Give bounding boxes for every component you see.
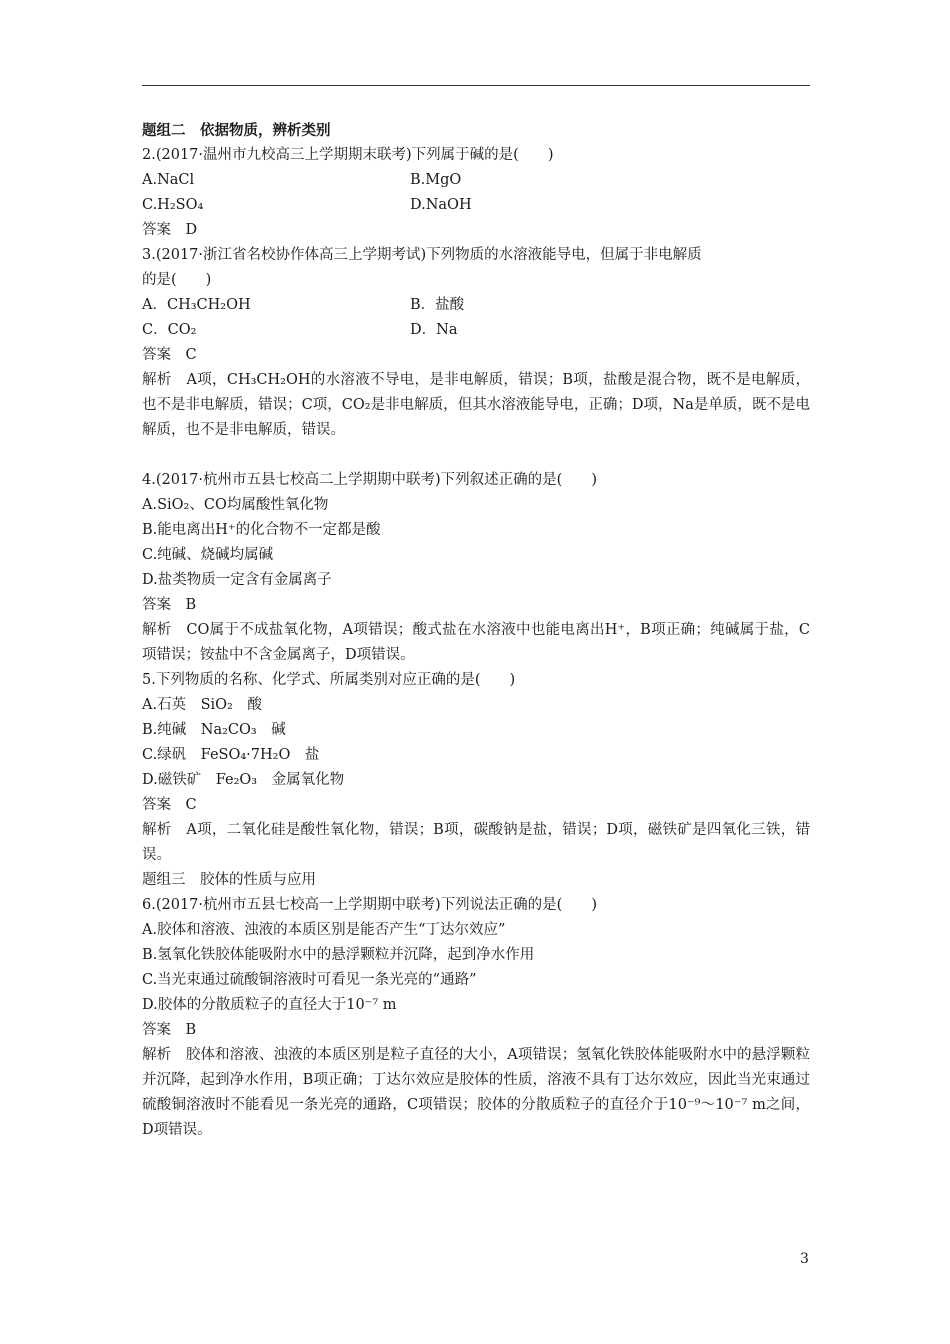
question-2-options-row2 [142, 193, 810, 218]
option-c: C.当光束通过硫酸铜溶液时可看见一条光亮的“通路” [142, 972, 477, 988]
option-d: D.盐类物质一定含有金属离子 [142, 572, 332, 588]
option-d: D.NaOH [410, 197, 472, 213]
section-title-group2: 题组二 依据物质，辨析类别 [142, 122, 331, 139]
option-d: D.胶体的分散质粒子的直径大于10⁻⁷ m [142, 997, 397, 1013]
question-2-options-row1 [142, 168, 810, 193]
question-3 [142, 243, 810, 443]
question-6 [142, 893, 810, 1143]
option-b: B．盐酸 [410, 297, 465, 313]
question-6-analysis: 解析 胶体和溶液、浊液的本质区别是粒子直径的大小，A项错误；氢氧化铁胶体能吸附水中的悬浮颗粒并沉降，起到净水作用，B项正确；丁达尔效应是胶体的性质，溶液不具有丁达尔效应，因此当光束通过硫酸铜溶液时不能看见一条光亮的通路，C项错误；胶体的分散质粒子的直径介于10⁻⁹～10⁻⁷ m之间，D项错误。 [142, 1047, 810, 1138]
question-5-analysis: 解析 A项，二氧化硅是酸性氧化物，错误；B项，碳酸钠是盐，错误；D项，磁铁矿是四氧化三铁，错误。 [142, 822, 810, 863]
page-number: 3 [800, 1251, 809, 1267]
question-3-answer: 答案 C [142, 347, 197, 363]
option-a: A.NaCl [142, 172, 195, 188]
spacer [142, 443, 810, 468]
option-c: C．CO₂ [142, 322, 197, 338]
question-2 [142, 143, 810, 243]
option-b: B.能电离出H⁺的化合物不一定都是酸 [142, 522, 381, 538]
option-c: C.绿矾 FeSO₄·7H₂O 盐 [142, 747, 320, 763]
question-3-stem-line1: 3.(2017·浙江省名校协作体高三上学期考试)下列物质的水溶液能导电，但属于非电解质 [142, 247, 702, 263]
question-4-analysis: 解析 CO属于不成盐氧化物，A项错误；酸式盐在水溶液中也能电离出H⁺，B项正确；纯碱属于盐，C项错误；铵盐中不含金属离子，D项错误。 [142, 622, 810, 663]
option-d: D．Na [410, 322, 458, 338]
option-b: B.MgO [410, 172, 462, 188]
question-4 [142, 468, 810, 668]
question-2-answer: 答案 D [142, 222, 198, 238]
option-c: C.H₂SO₄ [142, 197, 204, 213]
question-3-analysis: 解析 A项，CH₃CH₂OH的水溶液不导电，是非电解质，错误；B项，盐酸是混合物，既不是电解质，也不是非电解质，错误；C项，CO₂是非电解质，但其水溶液能导电，正确；D项，Na是单质，既不是电解质，也不是非电解质，错误。 [142, 372, 810, 438]
option-d: D.磁铁矿 Fe₂O₃ 金属氧化物 [142, 772, 345, 788]
question-3-options-row1 [142, 293, 810, 318]
question-5 [142, 668, 810, 868]
question-4-stem: 4.(2017·杭州市五县七校高二上学期期中联考)下列叙述正确的是( ) [142, 472, 597, 488]
section-title-group3: 题组三 胶体的性质与应用 [142, 872, 316, 888]
option-c: C.纯碱、烧碱均属碱 [142, 547, 274, 563]
document-body [142, 118, 810, 1143]
question-3-options-row2 [142, 318, 810, 343]
question-6-answer: 答案 B [142, 1022, 197, 1038]
option-a: A.胶体和溶液、浊液的本质区别是能否产生“丁达尔效应” [142, 922, 506, 938]
question-6-stem: 6.(2017·杭州市五县七校高一上学期期中联考)下列说法正确的是( ) [142, 897, 597, 913]
option-a: A.石英 SiO₂ 酸 [142, 697, 262, 713]
option-b: B.纯碱 Na₂CO₃ 碱 [142, 722, 286, 738]
option-a: A．CH₃CH₂OH [142, 297, 251, 313]
question-5-answer: 答案 C [142, 797, 197, 813]
option-b: B.氢氧化铁胶体能吸附水中的悬浮颗粒并沉降，起到净水作用 [142, 947, 535, 963]
question-5-stem: 5.下列物质的名称、化学式、所属类别对应正确的是( ) [142, 672, 516, 688]
question-3-stem-line2: 的是( ) [142, 272, 212, 288]
option-a: A.SiO₂、CO均属酸性氧化物 [142, 497, 329, 513]
header-rule [142, 85, 810, 86]
question-4-answer: 答案 B [142, 597, 197, 613]
question-2-stem: 2.(2017·温州市九校高三上学期期末联考)下列属于碱的是( ) [142, 147, 554, 163]
